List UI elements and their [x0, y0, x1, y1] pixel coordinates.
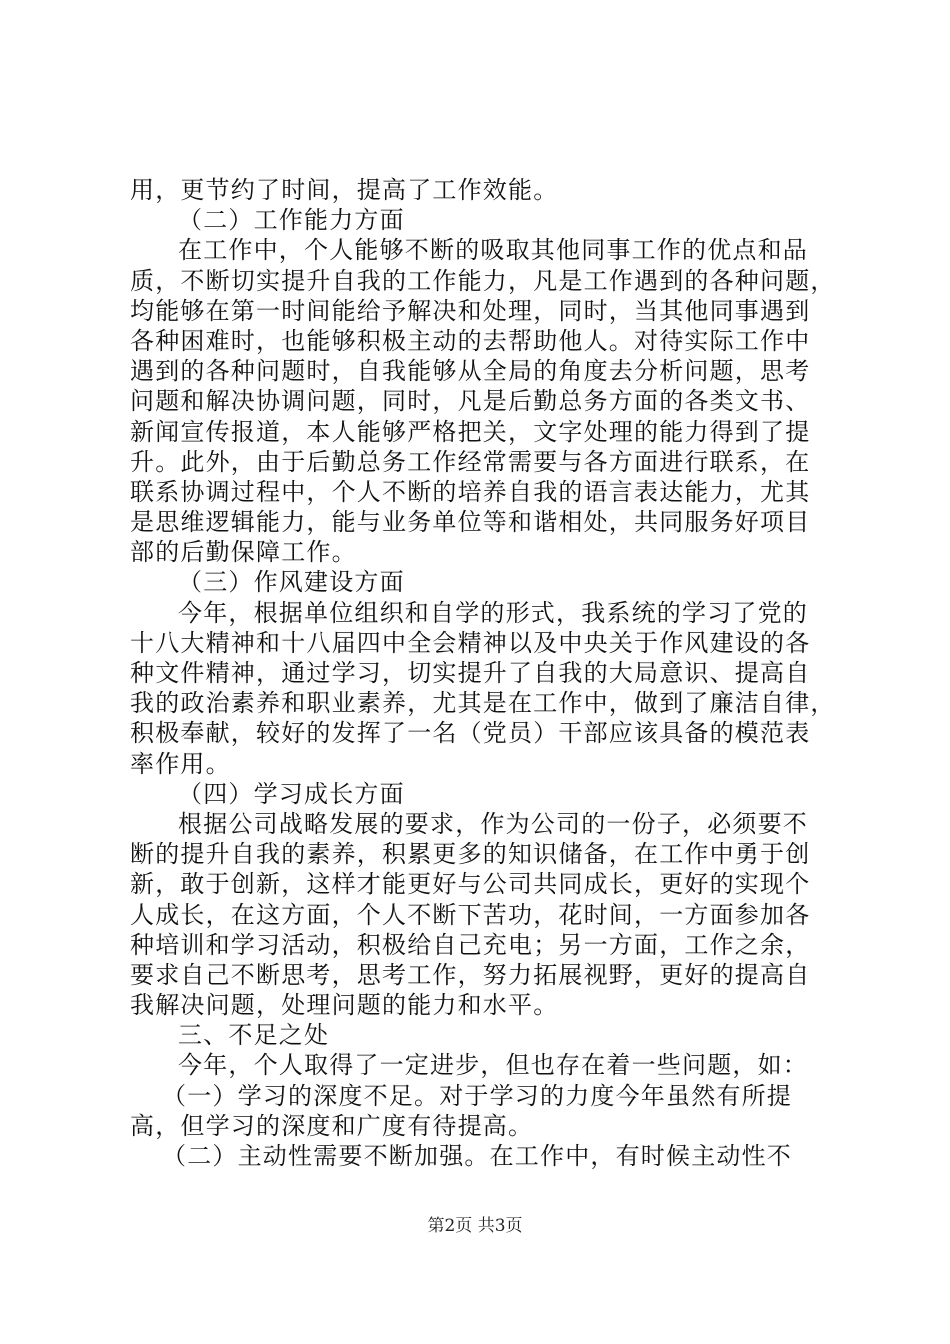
body-text-line: 断的提升自我的素养，积累更多的知识储备，在工作中勇于创: [130, 840, 811, 868]
body-text-line: 在工作中，个人能够不断的吸取其他同事工作的优点和品: [178, 236, 808, 264]
body-text-line: （一）学习的深度不足。对于学习的力度今年虽然有所提: [162, 1082, 792, 1110]
body-text-line: 人成长，在这方面，个人不断下苦功，花时间，一方面参加各: [130, 901, 811, 929]
body-text-line: 种培训和学习活动，积极给自己充电；另一方面，工作之余，: [130, 931, 811, 959]
body-text-line: 率作用。: [130, 750, 231, 778]
body-text-line: 积极奉献，较好的发挥了一名（党员）干部应该具备的模范表: [130, 719, 811, 747]
body-text-line: 联系协调过程中，个人不断的培养自我的语言表达能力，尤其: [130, 478, 811, 506]
body-text-line: 部的后勤保障工作。: [130, 538, 357, 566]
body-text-line: 我解决问题，处理问题的能力和水平。: [130, 991, 559, 1019]
section-heading-learning-growth: （四）学习成长方面: [178, 780, 405, 808]
body-text-line: 今年，根据单位组织和自学的形式，我系统的学习了党的: [178, 599, 808, 627]
body-text-line: 遇到的各种问题时，自我能够从全局的角度去分析问题，思考: [130, 357, 811, 385]
body-text-line: 均能够在第一时间能给予解决和处理，同时，当其他同事遇到: [130, 297, 811, 325]
body-text-line: 今年，个人取得了一定进步，但也存在着一些问题，如：: [178, 1051, 808, 1079]
body-text-line: 十八大精神和十八届四中全会精神以及中央关于作风建设的各: [130, 629, 811, 657]
body-text-line: 各种困难时，也能够积极主动的去帮助他人。对待实际工作中: [130, 327, 811, 355]
body-text-line: 质，不断切实提升自我的工作能力，凡是工作遇到的各种问题，: [130, 267, 836, 295]
section-heading-work-ability: （二）工作能力方面: [178, 206, 405, 234]
body-text-line: 要求自己不断思考，思考工作，努力拓展视野，更好的提高自: [130, 961, 811, 989]
body-text-line: 新，敢于创新，这样才能更好与公司共同成长，更好的实现个: [130, 870, 811, 898]
section-heading-work-style: （三）作风建设方面: [178, 568, 405, 596]
body-text-line: 用，更节约了时间，提高了工作效能。: [130, 176, 559, 204]
body-text-line: 根据公司战略发展的要求，作为公司的一份子，必须要不: [178, 810, 808, 838]
section-heading-shortcomings: 三、不足之处: [178, 1021, 330, 1049]
body-text-line: （二）主动性需要不断加强。在工作中，有时候主动性不: [162, 1142, 792, 1170]
body-text-line: 种文件精神，通过学习，切实提升了自我的大局意识、提高自: [130, 659, 811, 687]
body-text-line: 高，但学习的深度和广度有待提高。: [130, 1112, 534, 1140]
page-number-footer: 第2页 共3页: [427, 1216, 523, 1236]
body-text-line: 升。此外，由于后勤总务工作经常需要与各方面进行联系，在: [130, 448, 811, 476]
body-text-line: 是思维逻辑能力，能与业务单位等和谐相处，共同服务好项目: [130, 508, 811, 536]
body-text-line: 我的政治素养和职业素养，尤其是在工作中，做到了廉洁自律，: [130, 689, 836, 717]
body-text-line: 问题和解决协调问题，同时，凡是后勤总务方面的各类文书、: [130, 387, 811, 415]
body-text-line: 新闻宣传报道，本人能够严格把关，文字处理的能力得到了提: [130, 418, 811, 446]
